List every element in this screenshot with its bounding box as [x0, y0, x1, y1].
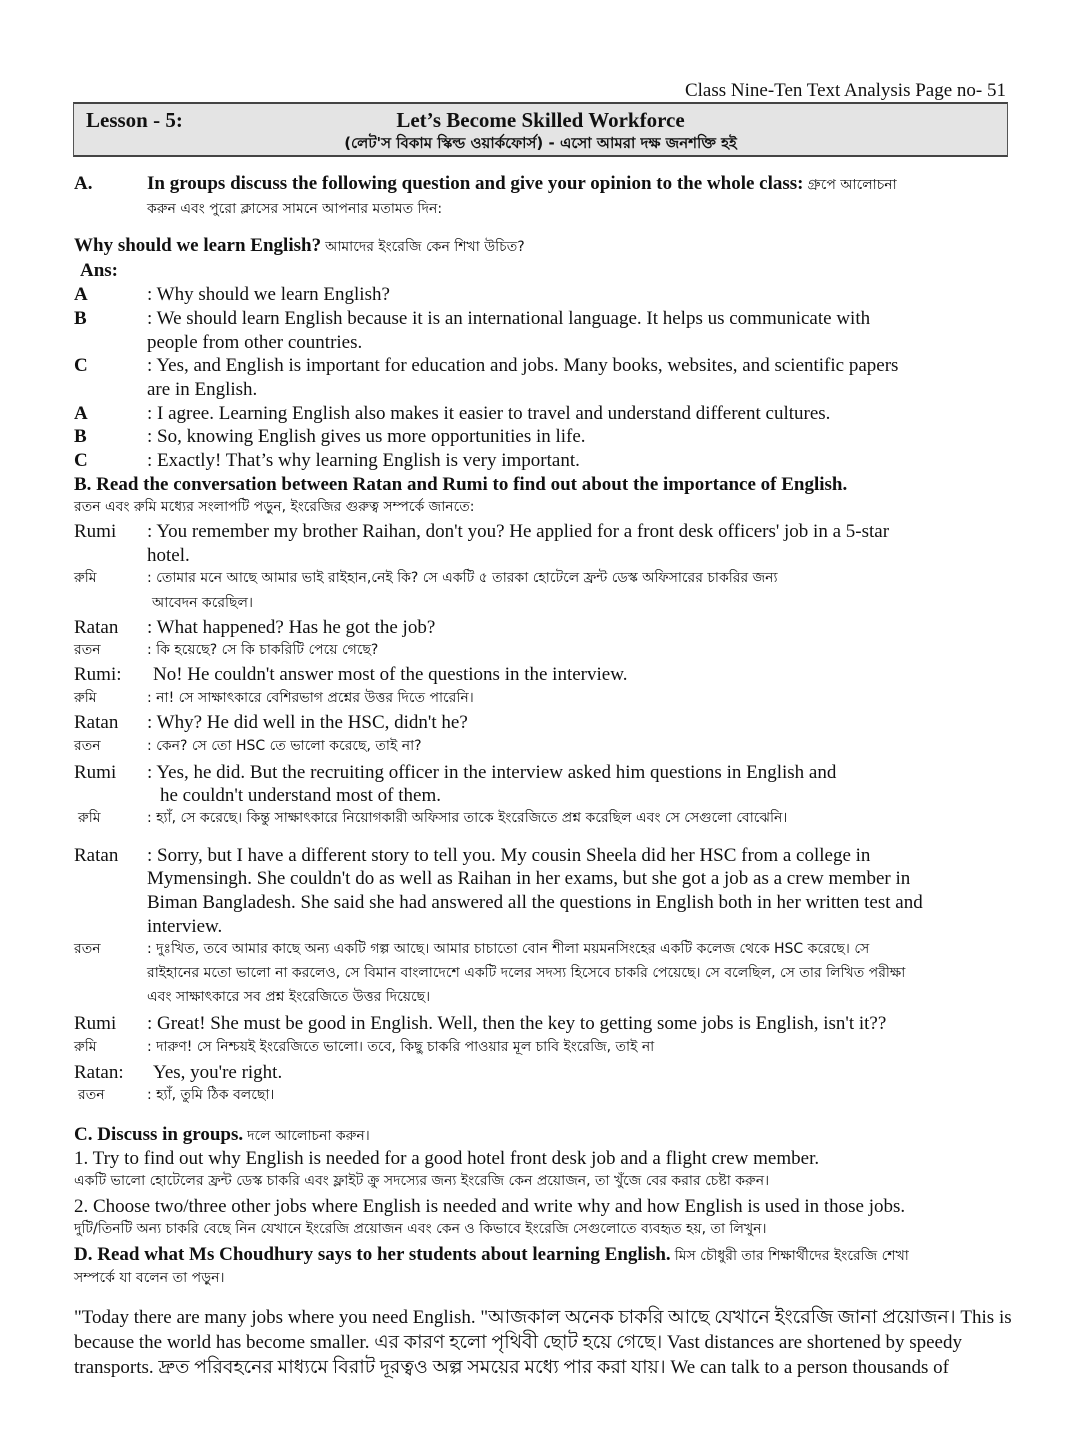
speaker: A: [74, 284, 88, 305]
section-c-heading: C. Discuss in groups.: [74, 1124, 244, 1145]
question-text: Why should we learn English?: [74, 235, 322, 256]
dialogue-line: : What happened? Has he got the job?: [147, 617, 436, 638]
dialogue-line: : Yes, and English is important for education and jobs. Many books, websites, and scientific papers: [147, 355, 899, 376]
speaker: রুমি: [74, 690, 97, 706]
section-a-instruction: [147, 172, 897, 196]
dialogue-line: এবং সাক্ষাৎকারে সব প্রশ্ন ইংরেজিতে উত্তর দিয়েছে।: [147, 989, 431, 1005]
speaker: Rumi: [74, 1013, 117, 1034]
lesson-subtitle: (লেট'স বিকাম স্কিল্ড ওয়ার্কফোর্স) - এসো আমরা দক্ষ জনশক্তি হই: [344, 134, 737, 152]
ans-label: Ans:: [80, 260, 119, 281]
dialogue-line: No! He couldn't answer most of the questions in the interview.: [153, 664, 628, 685]
speaker: Rumi: [74, 521, 117, 542]
section-a-label: A.: [74, 173, 93, 194]
section-d-heading-bn-cont: সম্পর্কে যা বলেন তা পড়ুন।: [74, 1270, 225, 1286]
passage-line: "Today there are many jobs where you need English. "আজকাল অনেক চাকরি আছে যেখানে ইংরেজি জানা প্রয়োজন। This is: [74, 1307, 1012, 1328]
dialogue-line: : I agree. Learning English also makes it easier to travel and understand different cultures.: [147, 403, 831, 424]
instruction-bn: গ্রুপে আলোচনা: [807, 177, 897, 193]
dialogue-line: : হ্যাঁ, তুমি ঠিক বলছো।: [147, 1087, 275, 1103]
dialogue-line: রাইহানের মতো ভালো না করলেও, সে বিমান বাংলাদেশে একটি দলের সদস্য হিসেবে চাকরি পেয়েছে। সে বলেছিল, সে তার লিখিত পরীক্ষা: [147, 965, 906, 981]
speaker: রতন: [74, 738, 101, 754]
section-b-heading-bn: রতন এবং রুমি মধ্যের সংলাপটি পড়ুন, ইংরেজির গুরুত্ব সম্পর্কে জানতে:: [74, 499, 475, 515]
speaker: Ratan:: [74, 1062, 124, 1083]
dialogue-line: : দারুণ! সে নিশ্চয়ই ইংরেজিতে ভালো। তবে, কিছু চাকরি পাওয়ার মূল চাবি ইংরেজি, তাই না: [147, 1039, 655, 1055]
speaker: Ratan: [74, 617, 119, 638]
dialogue-line: Mymensingh. She couldn't do as well as Raihan in her exams, but she got a job as a crew member in: [147, 868, 911, 889]
page-reference: Class Nine-Ten Text Analysis Page no- 51: [684, 80, 1006, 101]
question-bn: আমাদের ইংরেজি কেন শিখা উচিত?: [325, 239, 525, 255]
lesson-number: Lesson - 5:: [86, 108, 183, 132]
speaker: C: [74, 450, 88, 471]
dialogue-line: : হ্যাঁ, সে করেছে। কিন্তু সাক্ষাৎকারে নিয়োগকারী অফিসার তাকে ইংরেজিতে প্রশ্ন করেছিল এবং সে সেগুলো বোঝেনি।: [147, 810, 788, 826]
dialogue-line: : Exactly! That’s why learning English is very important.: [147, 450, 580, 471]
dialogue-line: : We should learn English because it is an international language. It helps us communicate with: [147, 308, 871, 329]
dialogue-line: : Sorry, but I have a different story to tell you. My cousin Sheela did her HSC from a college in: [147, 845, 871, 866]
section-c-item: 2. Choose two/three other jobs where English is needed and write why and how English is used in those jobs.: [74, 1196, 906, 1217]
dialogue-line: : You remember my brother Raihan, don't you? He applied for a front desk officers' job in a 5-star: [147, 521, 890, 542]
section-d-heading-row: [74, 1243, 909, 1267]
section-d-heading: D. Read what Ms Choudhury says to her students about learning English.: [74, 1244, 671, 1265]
speaker: রুমি: [78, 810, 101, 826]
dialogue-line: interview.: [147, 916, 223, 937]
section-a-instruction-bn: করুন এবং পুরো ক্লাসের সামনে আপনার মতামত দিন:: [147, 201, 443, 217]
section-b-heading: B. Read the conversation between Ratan and Rumi to find out about the importance of English.: [74, 474, 848, 495]
instruction-text: In groups discuss the following question and give your opinion to the whole class:: [147, 173, 804, 194]
section-a-question: [74, 234, 525, 258]
speaker: A: [74, 403, 88, 424]
speaker: B: [74, 308, 87, 329]
section-c-heading-bn: দলে আলোচনা করুন।: [247, 1128, 370, 1144]
speaker: C: [74, 355, 88, 376]
dialogue-line: he couldn't understand most of them.: [160, 785, 441, 806]
dialogue-line: : So, knowing English gives us more opportunities in life.: [147, 426, 586, 447]
speaker: Rumi: [74, 762, 117, 783]
dialogue-line: : Why? He did well in the HSC, didn't he?: [147, 712, 468, 733]
section-c-heading-row: [74, 1123, 370, 1147]
speaker: Ratan: [74, 845, 119, 866]
speaker: Rumi:: [74, 664, 122, 685]
speaker: রুমি: [74, 570, 97, 586]
section-d-heading-bn: মিস চৌধুরী তার শিক্ষার্থীদের ইংরেজি শেখা: [674, 1248, 909, 1264]
dialogue-line: : না! সে সাক্ষাৎকারে বেশিরভাগ প্রশ্নের উত্তর দিতে পারেনি।: [147, 690, 474, 706]
dialogue-line: Biman Bangladesh. She said she had answered all the questions in English both in her written test and: [147, 892, 923, 913]
dialogue-line: : কি হয়েছে? সে কি চাকরিটি পেয়ে গেছে?: [147, 642, 379, 658]
speaker: রতন: [78, 1087, 105, 1103]
dialogue-line: : তোমার মনে আছে আমার ভাই রাইহান,নেই কি? সে একটি ৫ তারকা হোটেলে ফ্রন্ট ডেস্ক অফিসারের চাকরির জন্য: [147, 570, 778, 586]
speaker: রতন: [74, 941, 101, 957]
speaker: রুমি: [74, 1039, 97, 1055]
dialogue-line: : Great! She must be good in English. Well, then the key to getting some jobs is English, isn't it??: [147, 1013, 887, 1034]
section-c-item: 1. Try to find out why English is needed for a good hotel front desk job and a flight crew member.: [74, 1148, 820, 1169]
dialogue-line: : Why should we learn English?: [147, 284, 390, 305]
dialogue-line: hotel.: [147, 545, 190, 566]
section-c-item-bn: একটি ভালো হোটেলের ফ্রন্ট ডেস্ক চাকরি এবং ফ্লাইট ক্রু সদস্যের জন্য ইংরেজি কেন প্রয়োজন, তা খুঁজে বের করার চেষ্টা করুন।: [74, 1173, 770, 1189]
dialogue-line: : Yes, he did. But the recruiting officer in the interview asked him questions in English and: [147, 762, 837, 783]
dialogue-line: people from other countries.: [147, 332, 363, 353]
section-c-item-bn: দুটি/তিনটি অন্য চাকরি বেছে নিন যেখানে ইংরেজি প্রয়োজন এবং কেন ও কিভাবে ইংরেজি সেগুলোতে ব্যবহৃত হয়, তা লিখুন।: [74, 1221, 767, 1237]
lesson-header-box: [73, 102, 1008, 157]
dialogue-line: Yes, you're right.: [153, 1062, 283, 1083]
passage-line: because the world has become smaller. এর কারণ হলো পৃথিবী ছোট হয়ে গেছে। Vast distances are shortened by speedy: [74, 1332, 962, 1353]
speaker: B: [74, 426, 87, 447]
passage-line: transports. দ্রুত পরিবহনের মাধ্যমে বিরাট দূরত্বও অল্প সময়ের মধ্যে পার করা যায়। We can talk to a person thousands of: [74, 1357, 950, 1378]
dialogue-line: : কেন? সে তো HSC তে ভালো করেছে, তাই না?: [147, 738, 422, 754]
speaker: Ratan: [74, 712, 119, 733]
dialogue-line: আবেদন করেছিল।: [152, 595, 253, 611]
dialogue-line: : দুঃখিত, তবে আমার কাছে অন্য একটি গল্প আছে। আমার চাচাতো বোন শীলা ময়মনসিংহের একটি কলেজ থেকে HSC করেছে। সে: [147, 941, 870, 957]
speaker: রতন: [74, 642, 101, 658]
lesson-title: Let’s Become Skilled Workforce: [396, 108, 685, 132]
dialogue-line: are in English.: [147, 379, 258, 400]
